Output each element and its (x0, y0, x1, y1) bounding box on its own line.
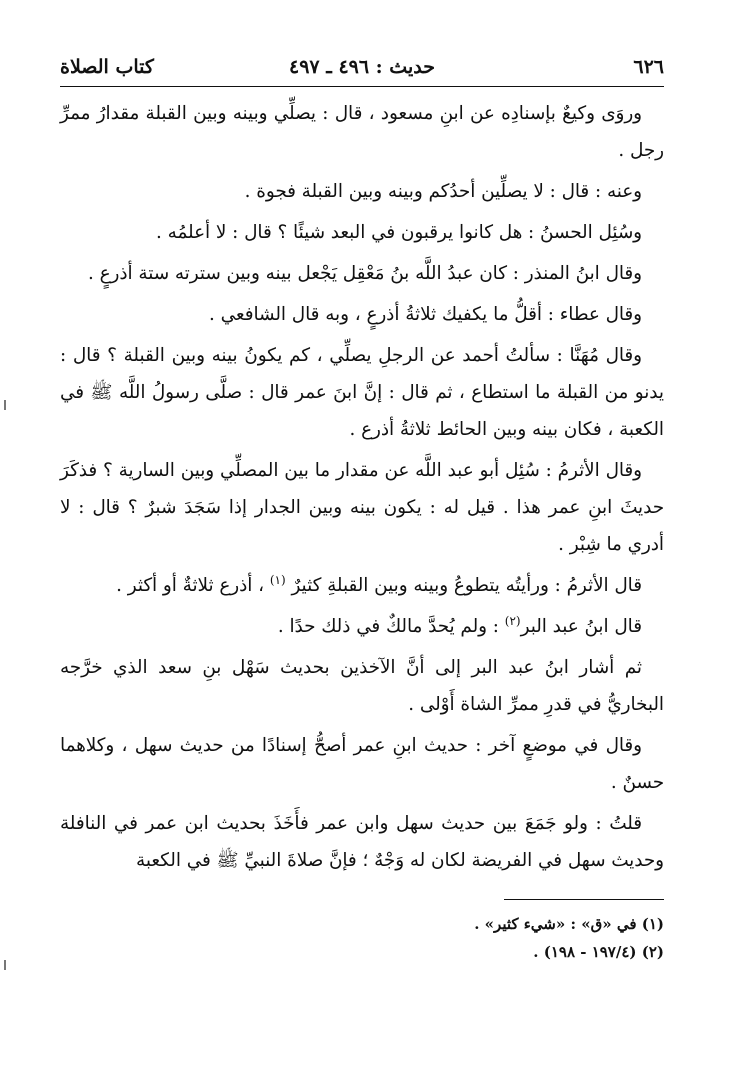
paragraph-text: : ولم يُحدَّ مالكٌ في ذلك حدًا . (277, 616, 499, 637)
paragraph: وروَى وكيعٌ بإسنادِه عن ابنِ مسعود ، قال : يصلِّي وبينه وبين القبلة مقدارُ ممرِّ رجل . (60, 103, 664, 161)
page-header (60, 52, 664, 87)
paragraph: وقال الأثرمُ : سُئِل أبو عبد اللَّه عن مقدار ما بين المصلِّي وبين السارية ؟ فذكَرَ حديثَ ابنِ عمر هذا . قيل له : يكون بينه وبين الجدار إذا سَجَدَ شبرٌ ؟ قال : لا أدري ما شِبْر . (60, 460, 664, 555)
book-title: كتاب الصلاة (60, 56, 154, 78)
paragraph-text: قال الأثرمُ : ورأيتُه يتطوعُ وبينه وبين القبلةِ كثيرٌ (291, 575, 642, 596)
paragraph (60, 608, 664, 645)
paragraph: وقال ابنُ المنذر : كان عبدُ اللَّه بنُ مَعْقِل يَجْعل بينه وبين سترته ستة أذرعٍ . (88, 263, 642, 284)
paragraph-text: قال ابنُ عبد البر (520, 616, 642, 637)
paragraph: وقال في موضعٍ آخر : حديث ابنِ عمر أصحُّ إسنادًا من حديث سهل ، وكلاهما حسنٌ . (60, 735, 664, 793)
footnote: (٢) (١٩٧/٤ - ١٩٨) . (533, 943, 664, 961)
footnote-divider (504, 899, 664, 900)
margin-tick (4, 400, 6, 410)
footnotes (60, 910, 664, 966)
paragraph: قلتُ : ولو جَمَعَ بين حديث سهل وابن عمر فأَخَذَ بحديث ابن عمر في النافلة وحديث سهل في الفريضة لكان له وَجْهٌ ؛ فإنَّ صلاةَ النبيِّ ﷺ في الكعبة (60, 813, 664, 871)
page-body (60, 95, 664, 879)
hadith-range: حديث : ٤٩٦ ـ ٤٩٧ (289, 56, 435, 78)
paragraph: وسُئِل الحسنُ : هل كانوا يرقبون في البعد شيئًا ؟ قال : لا أعلمُه . (156, 222, 642, 243)
paragraph (60, 567, 664, 604)
paragraph: وعنه : قال : لا يصلِّين أحدُكم وبينه وبين القبلة فجوة . (244, 181, 642, 202)
page-number: ٦٢٦ (633, 56, 664, 78)
book-page (60, 52, 664, 1042)
paragraph: ثم أشار ابنُ عبد البر إلى أنَّ الآخذين بحديث سَهْل بنِ سعد الذي خرَّجه البخاريُّ في قدرِ ممرِّ الشاة أَوْلى . (60, 657, 664, 715)
footnote-ref: (٢) (504, 613, 521, 628)
footnote: (١) في «ق» : «شيء كثير» . (474, 915, 664, 933)
margin-tick (4, 960, 6, 970)
paragraph: وقال عطاء : أقلُّ ما يكفيك ثلاثةُ أذرعٍ ، وبه قال الشافعي . (209, 304, 642, 325)
paragraph: وقال مُهَنَّا : سألتُ أحمد عن الرجلِ يصلِّي ، كم يكونُ بينه وبين القبلة ؟ قال : يدنو من القبلة ما استطاع ، ثم قال : إنَّ ابنَ عمر قال : صلَّى رسولُ اللَّه ﷺ في الكعبة ، فكان بينه وبين الحائط ثلاثةُ أذرع . (60, 345, 664, 440)
paragraph-text: ، أذرع ثلاثةٌ أو أكثر . (116, 575, 265, 596)
footnote-ref: (١) (269, 572, 286, 587)
